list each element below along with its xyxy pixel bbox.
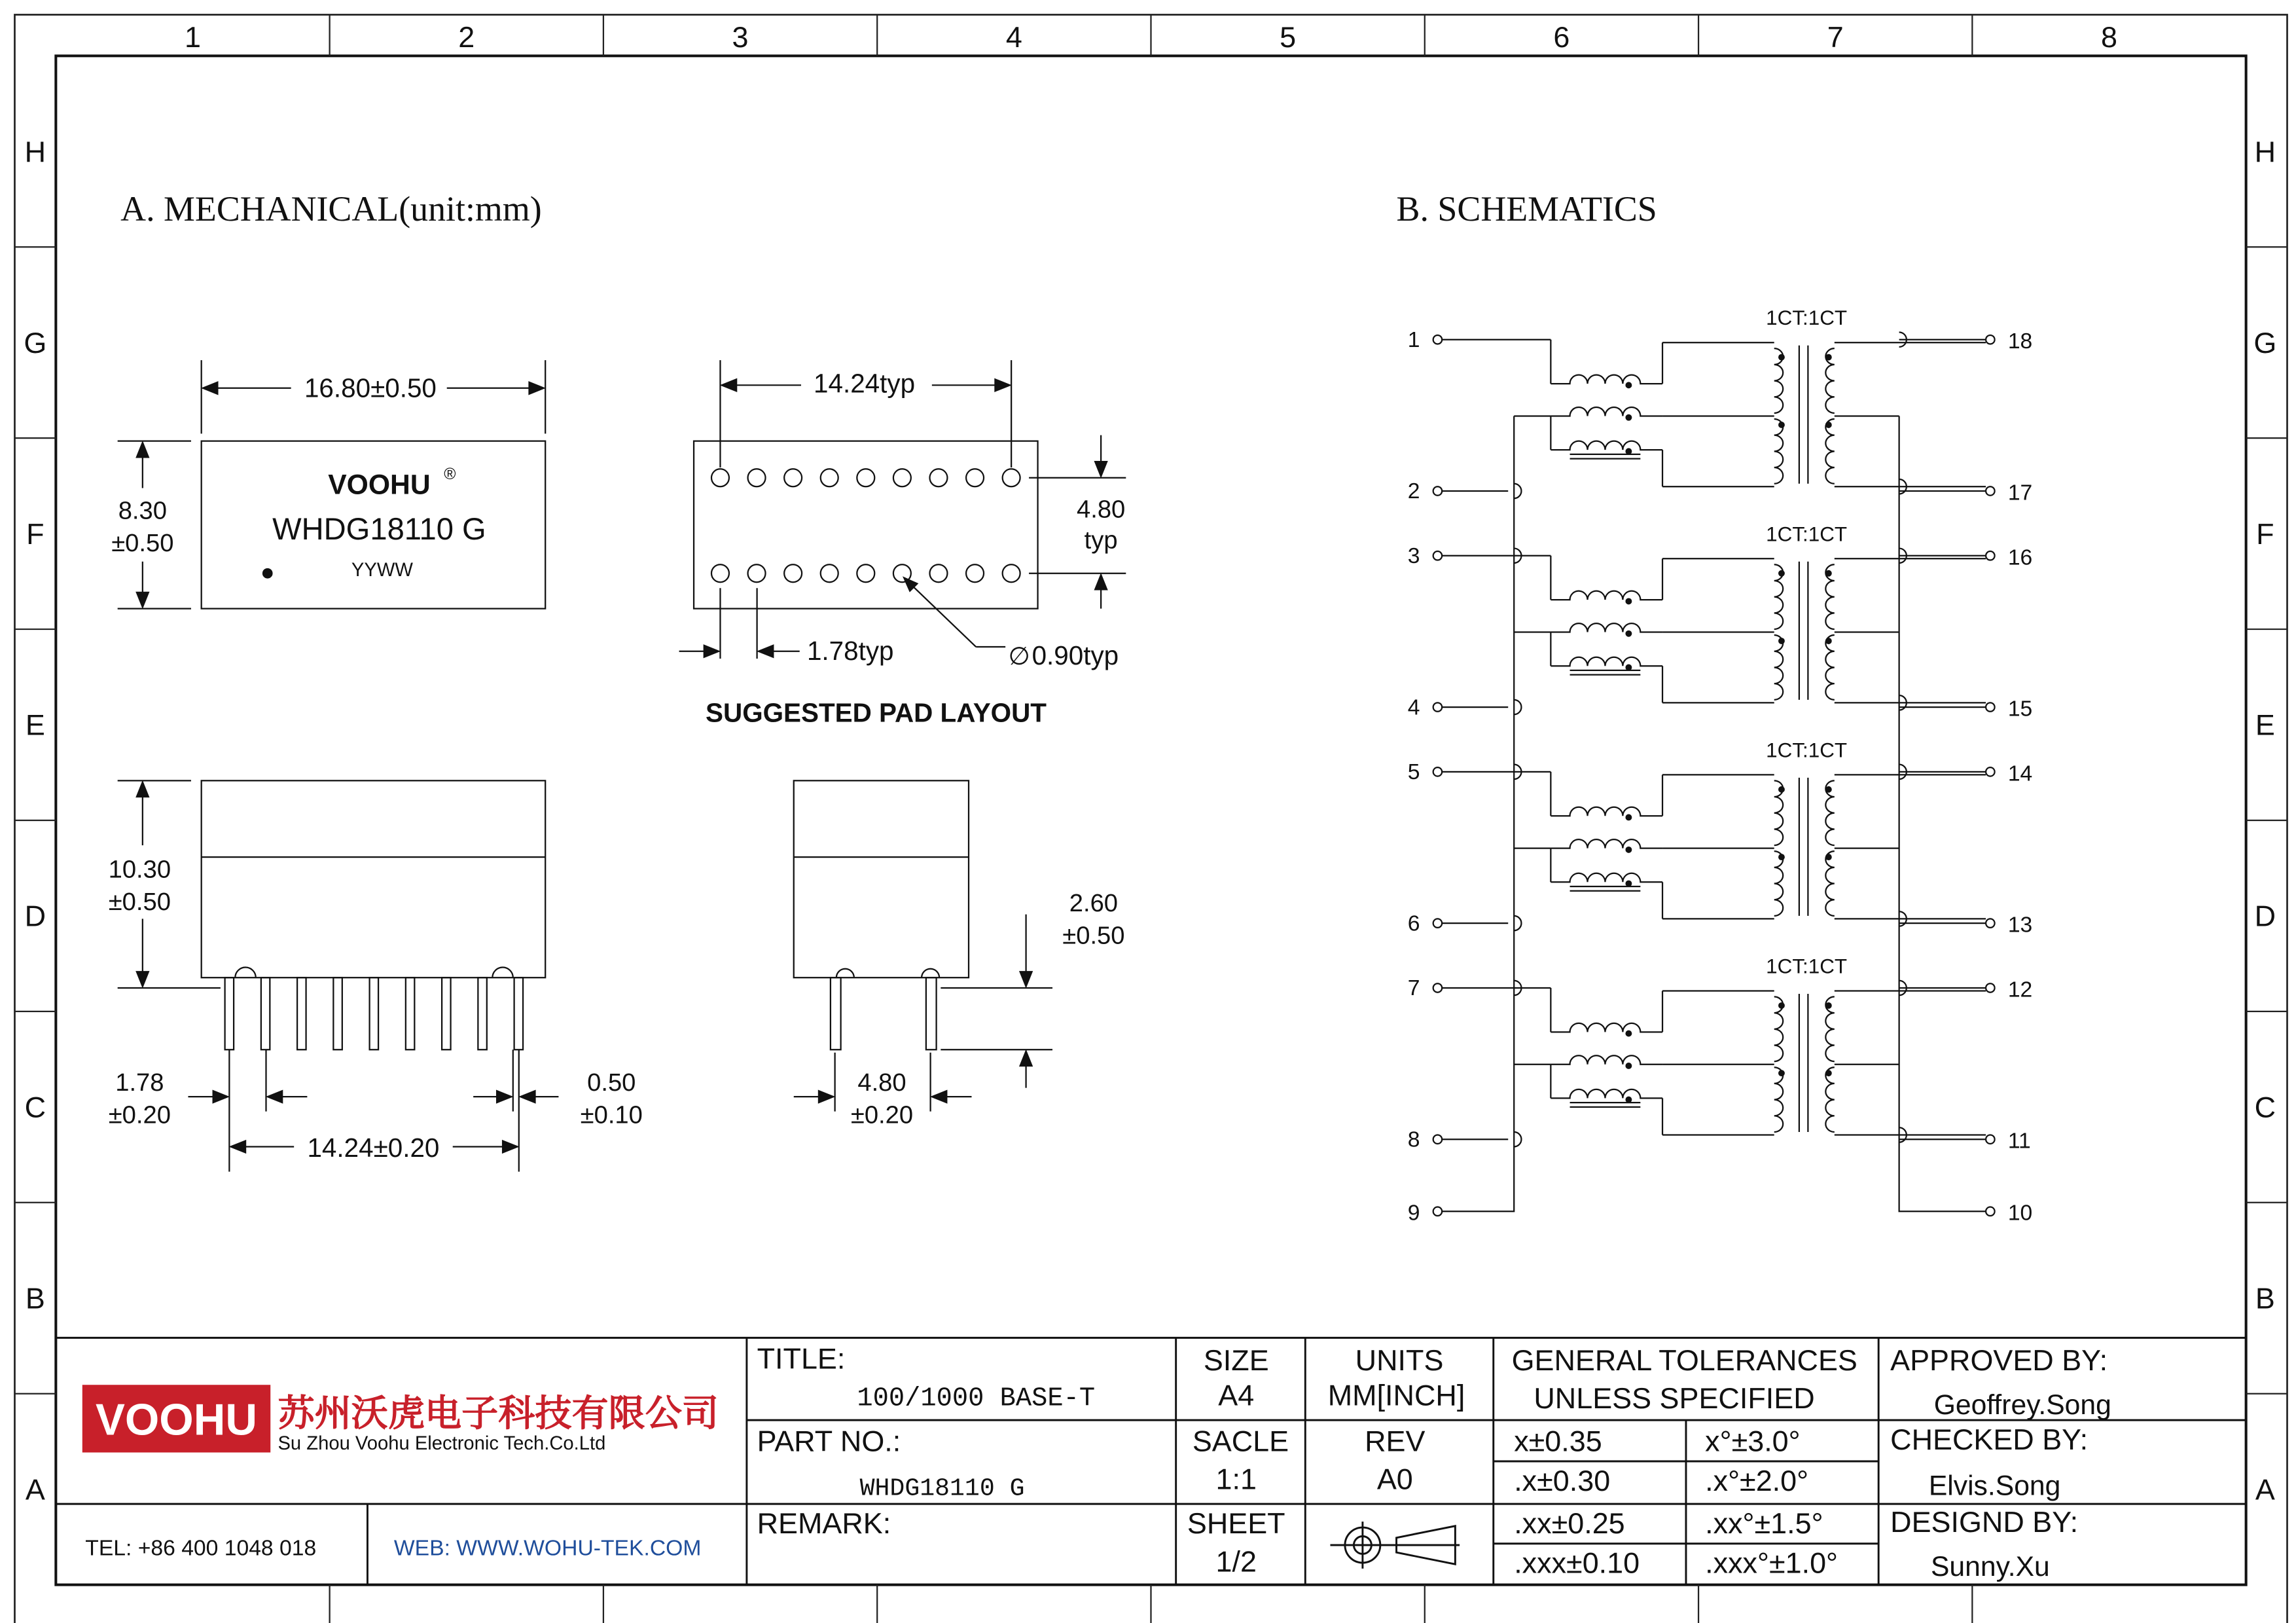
pad-circle	[711, 564, 729, 582]
winding-dot	[1825, 422, 1832, 428]
pin-label: 8	[1407, 1127, 1420, 1152]
choke-winding	[1551, 657, 1662, 666]
pin-terminal	[1433, 1135, 1442, 1144]
rev-value: A0	[1376, 1462, 1413, 1496]
pad-circle	[748, 469, 766, 486]
pin-label: 18	[2007, 329, 2033, 354]
pin-terminal	[1433, 919, 1442, 927]
pad-dia-dim: 0.90typ	[1031, 640, 1119, 670]
designed-label: DESIGND BY:	[1890, 1504, 2079, 1539]
pin-terminal	[1986, 1207, 1994, 1216]
pin-terminal	[1433, 1207, 1442, 1216]
pin-label: 7	[1407, 976, 1420, 1001]
pad-circle	[966, 469, 984, 486]
end-view	[794, 780, 1052, 1111]
title-label: TITLE:	[757, 1341, 846, 1376]
zone-column-label: 6	[1553, 20, 1570, 54]
designed-value: Sunny.Xu	[1930, 1551, 2050, 1583]
pad-dia-symbol: ∅	[1008, 642, 1030, 670]
pad-row-gap-typ: typ	[1084, 526, 1118, 555]
zone-column-label: 2	[458, 20, 475, 54]
transformer-secondary	[1825, 851, 1834, 916]
end-row-tol: ±0.20	[850, 1101, 914, 1129]
choke-winding	[1551, 1055, 1662, 1064]
tolerance-angular: .x°±2.0°	[1705, 1463, 1809, 1497]
pin-label: 5	[1407, 760, 1420, 785]
winding-dot	[1778, 570, 1785, 577]
winding-dot	[1625, 598, 1632, 604]
zone-row-label: G	[24, 325, 47, 359]
winding-dot	[1625, 814, 1632, 821]
pad-circle	[929, 564, 947, 582]
pad-row-gap: 4.80	[1076, 495, 1126, 524]
pin-label: 16	[2007, 545, 2033, 570]
zone-row-label: B	[25, 1281, 45, 1315]
zone-row-label: C	[2254, 1090, 2276, 1124]
pad-circle	[857, 564, 874, 582]
zone-row-label: A	[25, 1472, 45, 1506]
pin-terminal	[1986, 551, 1994, 560]
zone-row-label: H	[24, 135, 46, 169]
choke-winding	[1551, 1023, 1662, 1032]
pad-pitch-dim: 1.78typ	[806, 636, 894, 666]
company-name-en: Su Zhou Voohu Electronic Tech.Co.Ltd	[278, 1433, 606, 1455]
side-pin	[514, 977, 523, 1049]
pad-circle	[857, 469, 874, 486]
pin-terminal	[1986, 335, 1994, 344]
top-date-code: YYWW	[351, 560, 413, 581]
rev-label: REV	[1365, 1424, 1426, 1458]
zone-row-label: E	[25, 708, 45, 742]
pin-terminal	[1433, 551, 1442, 560]
top-width-dim: 16.80±0.50	[304, 373, 437, 403]
pad-circle	[711, 469, 729, 486]
winding-dot	[1778, 354, 1785, 361]
part-value: WHDG18110 G	[859, 1474, 1025, 1503]
pin-terminal	[1986, 919, 1994, 927]
end-lead-dim: 2.60	[1069, 889, 1119, 918]
pin-label: 13	[2007, 913, 2033, 938]
transformer-primary	[1774, 1067, 1783, 1132]
winding-dot	[1625, 1030, 1632, 1037]
transformer-primary	[1774, 635, 1783, 700]
winding-dot	[1778, 1070, 1785, 1076]
pad-circle	[966, 564, 984, 582]
transformer-secondary	[1825, 419, 1834, 484]
top-brand: VOOHU	[328, 469, 431, 501]
pad-circle	[784, 564, 802, 582]
side-pitch-dim: 1.78	[115, 1068, 164, 1097]
zone-row-label: D	[24, 899, 46, 933]
side-pin-width-tol: ±0.10	[580, 1101, 643, 1129]
side-pitch-tol: ±0.20	[108, 1101, 171, 1129]
tolerance-angular: x°±3.0°	[1705, 1424, 1801, 1458]
pin-label: 3	[1407, 544, 1420, 569]
pad-circle	[748, 564, 766, 582]
tolerance-angular: .xx°±1.5°	[1705, 1506, 1823, 1541]
pin-label: 17	[2007, 481, 2033, 505]
transformer-secondary	[1825, 1067, 1834, 1132]
end-lead-tol: ±0.50	[1062, 921, 1125, 950]
winding-dot	[1625, 414, 1632, 421]
winding-dot	[1825, 354, 1832, 361]
zone-row-label: D	[2254, 899, 2276, 933]
approved-value: Geoffrey.Song	[1933, 1389, 2111, 1421]
side-pin	[333, 977, 342, 1049]
remark-label: REMARK:	[757, 1506, 891, 1541]
checked-value: Elvis.Song	[1928, 1470, 2061, 1502]
logo-text: VOOHU	[95, 1395, 258, 1445]
company-name-cn: 苏州沃虎电子科技有限公司	[278, 1393, 719, 1434]
winding-dot	[1625, 382, 1632, 388]
wire-crossover	[1514, 484, 1521, 498]
pin-terminal	[1986, 702, 1994, 711]
pin-terminal	[1433, 767, 1442, 776]
units-label: UNITS	[1355, 1343, 1444, 1377]
side-pin	[370, 977, 378, 1049]
tolerance-angular: .xxx°±1.0°	[1705, 1546, 1839, 1580]
wire-crossover	[1514, 1132, 1521, 1146]
choke-winding	[1551, 375, 1662, 384]
side-pin-width-dim: 0.50	[587, 1068, 636, 1097]
zone-row-label: A	[2255, 1472, 2275, 1506]
pin-label: 9	[1407, 1201, 1420, 1226]
transformer-secondary	[1825, 635, 1834, 700]
outer-frame	[14, 14, 2287, 1623]
top-part-number: WHDG18110 G	[272, 511, 486, 547]
common-rail-left	[1433, 416, 1515, 1211]
winding-dot	[1825, 1002, 1832, 1009]
pin-label: 4	[1407, 695, 1420, 720]
pad-span-dim: 14.24typ	[814, 368, 916, 399]
wire-crossover	[1514, 916, 1521, 930]
side-pin	[261, 977, 270, 1049]
pin-terminal	[1986, 983, 1994, 992]
pin-label: 11	[2007, 1129, 2031, 1154]
pin-terminal	[1986, 767, 1994, 776]
choke-winding	[1551, 591, 1662, 600]
pad-circle	[893, 469, 911, 486]
pin-terminal	[1986, 486, 1994, 495]
schematic-diagram	[1408, 306, 2033, 1225]
side-pin	[406, 977, 414, 1049]
end-row-dim: 4.80	[857, 1068, 906, 1097]
tolerances-label: GENERAL TOLERANCES	[1511, 1343, 1857, 1377]
top-height-tol: ±0.50	[111, 529, 174, 558]
sheet-label: SHEET	[1187, 1506, 1285, 1541]
side-pin	[478, 977, 486, 1049]
zone-row-label: H	[2254, 135, 2276, 169]
side-pins	[225, 968, 523, 1050]
tolerance-linear: .xx±0.25	[1514, 1506, 1625, 1541]
winding-dot	[1778, 422, 1785, 428]
pin-terminal	[1433, 702, 1442, 711]
side-height-dim: 10.30	[108, 855, 171, 884]
approved-label: APPROVED BY:	[1890, 1343, 2108, 1377]
winding-dot	[1625, 630, 1632, 637]
pad-layout-caption: SUGGESTED PAD LAYOUT	[706, 697, 1047, 728]
choke-winding	[1551, 407, 1662, 416]
transformer-ratio: 1CT:1CT	[1766, 306, 1848, 330]
transformer-ratio: 1CT:1CT	[1766, 522, 1848, 546]
winding-dot	[1825, 854, 1832, 860]
tolerances-sublabel: UNLESS SPECIFIED	[1534, 1381, 1815, 1415]
pad-circle	[1003, 564, 1020, 582]
winding-dot	[1625, 1063, 1632, 1069]
tolerance-grid	[1514, 1424, 1838, 1579]
choke-winding	[1551, 441, 1662, 450]
zone-row-label: F	[2256, 517, 2274, 551]
zone-column-label: 3	[732, 20, 749, 54]
pin-label: 15	[2007, 697, 2033, 721]
sheet-value: 1/2	[1215, 1544, 1257, 1578]
winding-dot	[1825, 786, 1832, 793]
zone-column-label: 4	[1005, 20, 1022, 54]
zone-column-label: 8	[2101, 20, 2117, 54]
winding-dot	[1825, 570, 1832, 577]
transformer-ratio: 1CT:1CT	[1766, 955, 1848, 978]
choke-winding	[1551, 1089, 1662, 1098]
choke-winding	[1551, 623, 1662, 632]
pin-terminal	[1986, 1135, 1994, 1144]
choke-winding	[1551, 873, 1662, 882]
common-rail-right	[1899, 416, 1986, 1211]
units-value: MM[INCH]	[1327, 1378, 1465, 1412]
side-pin	[442, 977, 450, 1049]
winding-dot	[1778, 1002, 1785, 1009]
contact-web: WEB: WWW.WOHU-TEK.COM	[393, 1536, 702, 1561]
pin-label: 14	[2007, 761, 2033, 786]
choke-winding	[1551, 807, 1662, 816]
zone-row-label: B	[2255, 1281, 2275, 1315]
pad-circle	[784, 469, 802, 486]
pad-circle	[821, 469, 838, 486]
side-pin	[297, 977, 306, 1049]
scale-label: SACLE	[1192, 1424, 1289, 1458]
winding-dot	[1778, 638, 1785, 644]
wire-crossover	[1514, 700, 1521, 714]
winding-dot	[1778, 854, 1785, 860]
side-pin	[225, 977, 234, 1049]
pad-circles	[711, 469, 1020, 582]
pin-marker	[492, 968, 512, 978]
zone-row-label: C	[24, 1090, 46, 1124]
side-height-tol: ±0.50	[108, 887, 171, 916]
winding-dot	[1778, 786, 1785, 793]
zone-row-label: E	[2255, 708, 2275, 742]
pin-terminal	[1433, 486, 1442, 495]
side-span-dim: 14.24±0.20	[307, 1133, 440, 1163]
winding-dot	[1625, 847, 1632, 853]
tolerance-linear: .xxx±0.10	[1514, 1546, 1640, 1580]
pin-terminal	[1433, 983, 1442, 992]
mechanical-heading: A. MECHANICAL(unit:mm)	[120, 189, 542, 228]
choke-winding	[1551, 839, 1662, 848]
size-value: A4	[1218, 1378, 1255, 1412]
part-label: PART NO.:	[757, 1424, 901, 1458]
side-view	[118, 780, 559, 1171]
zone-column-label: 1	[184, 20, 201, 54]
pin-label: 2	[1407, 479, 1420, 504]
pin-marker	[235, 968, 255, 978]
transformer-ratio: 1CT:1CT	[1766, 739, 1848, 762]
pin-label: 6	[1407, 911, 1420, 936]
pad-circle	[821, 564, 838, 582]
pin-label: 12	[2007, 977, 2033, 1002]
size-label: SIZE	[1203, 1343, 1269, 1377]
zone-row-label: G	[2253, 325, 2277, 359]
zone-column-label: 5	[1280, 20, 1297, 54]
contact-tel: TEL: +86 400 1048 018	[85, 1536, 317, 1561]
tolerance-linear: .x±0.30	[1514, 1463, 1611, 1497]
winding-dot	[1825, 1070, 1832, 1076]
title-value: 100/1000 BASE-T	[857, 1383, 1096, 1414]
pin-label: 1	[1407, 327, 1420, 352]
pad-circle	[1003, 469, 1020, 486]
scale-value: 1:1	[1215, 1462, 1257, 1496]
top-brand-mark: ®	[444, 465, 456, 484]
pad-layout	[679, 360, 1126, 659]
winding-dot	[1825, 638, 1832, 644]
checked-label: CHECKED BY:	[1890, 1423, 2089, 1457]
zone-row-label: F	[26, 517, 45, 551]
pin-terminal	[1433, 335, 1442, 344]
zone-markers	[14, 14, 2287, 1623]
zone-column-label: 7	[1827, 20, 1844, 54]
schematics-heading: B. SCHEMATICS	[1396, 189, 1657, 228]
top-height-dim: 8.30	[118, 496, 167, 525]
transformer-primary	[1774, 419, 1783, 484]
transformer-primary	[1774, 851, 1783, 916]
pin-label: 10	[2007, 1201, 2033, 1226]
tolerance-linear: x±0.35	[1514, 1424, 1602, 1458]
pad-circle	[929, 469, 947, 486]
